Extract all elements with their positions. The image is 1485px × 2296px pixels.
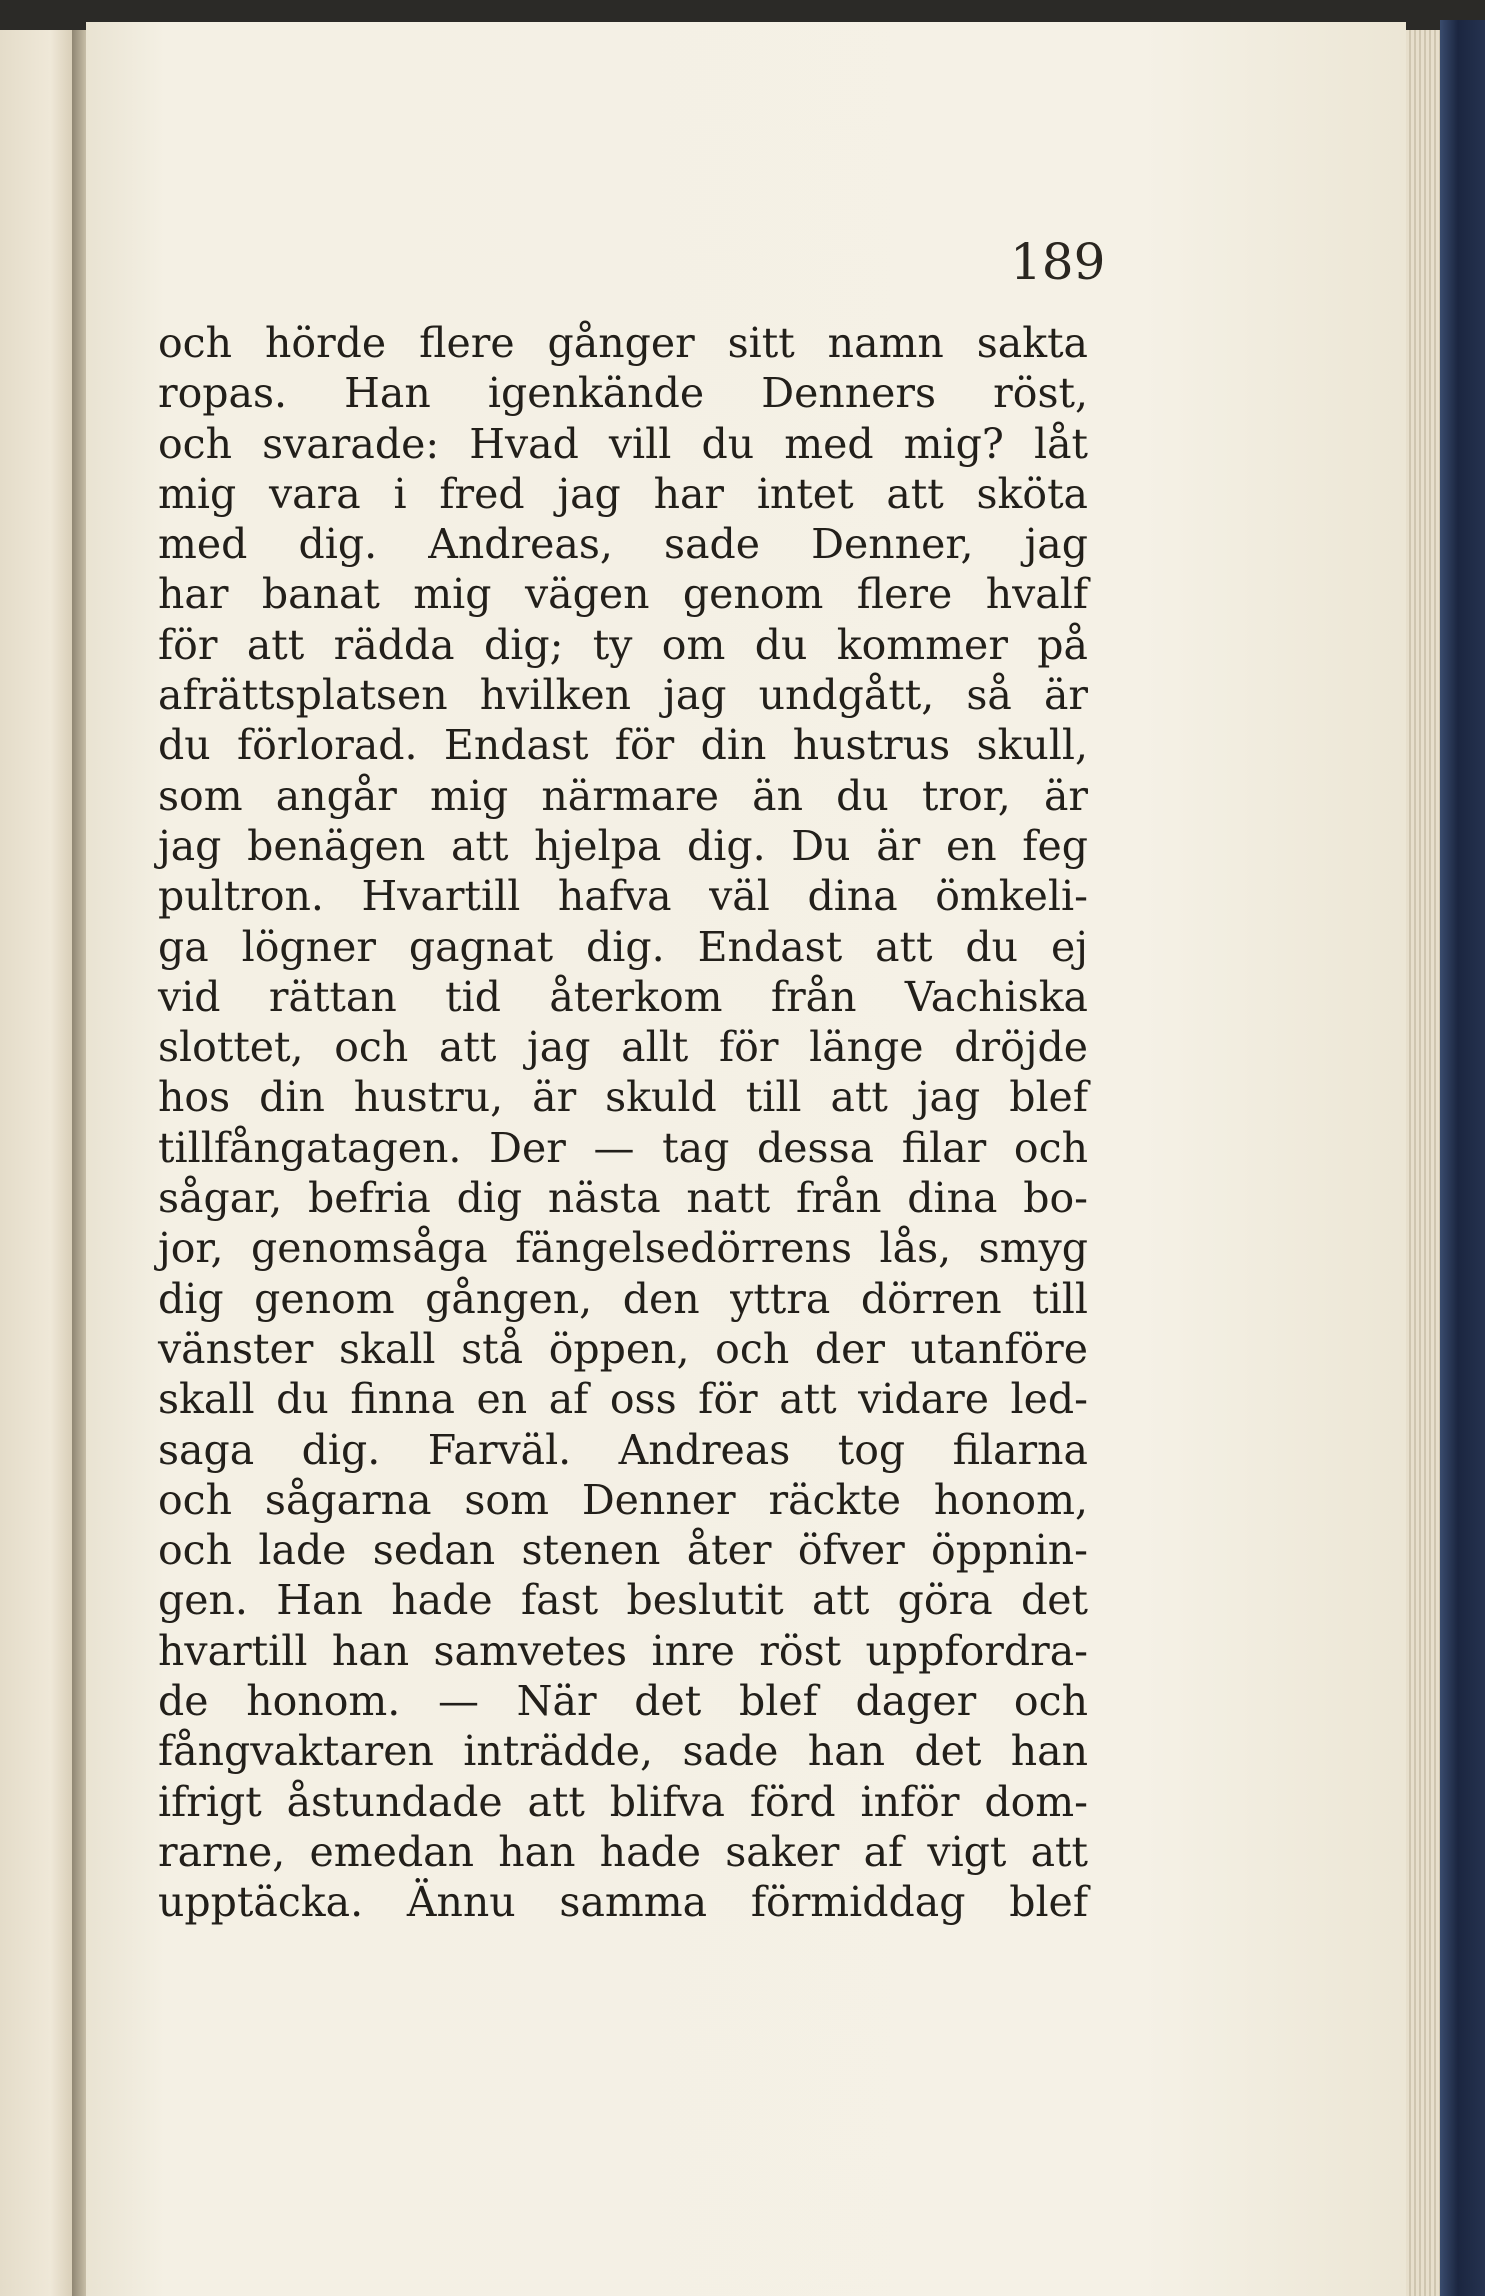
text-line: ropas. Han igenkände Denners röst,	[158, 369, 1088, 418]
text-line: med dig. Andreas, sade Denner, jag	[158, 520, 1088, 569]
text-line: rarne, emedan han hade saker af vigt att	[158, 1827, 1088, 1876]
text-line: och lade sedan stenen åter öfver öppnin-	[158, 1526, 1088, 1575]
text-line: ifrigt åstundade att blifva förd inför dom-	[158, 1777, 1088, 1826]
left-page-edge	[0, 30, 75, 2296]
text-line: de honom. — När det blef dager och	[158, 1677, 1088, 1726]
text-line: hvartill han samvetes inre röst uppfordra-	[158, 1626, 1088, 1675]
book-cover	[1440, 20, 1485, 2296]
text-line: upptäcka. Ännu samma förmiddag blef	[158, 1878, 1088, 1927]
text-line: pultron. Hvartill hafva väl dina ömkeli-	[158, 872, 1088, 921]
text-line: och hörde flere gånger sitt namn sakta	[158, 319, 1088, 367]
text-line: hos din hustru, är skuld till att jag blef	[158, 1073, 1088, 1122]
text-line: ga lögner gagnat dig. Endast att du ej	[158, 922, 1088, 971]
text-line: fångvaktaren inträdde, sade han det han	[158, 1727, 1088, 1776]
text-line: vänster skall stå öppen, och der utanföre	[158, 1324, 1088, 1373]
text-line: du förlorad. Endast för din hustrus skull,	[158, 721, 1088, 770]
text-line: skall du finna en af oss för att vidare led-	[158, 1375, 1088, 1424]
text-line: och svarade: Hvad vill du med mig? låt	[158, 419, 1088, 468]
text-line: saga dig. Farväl. Andreas tog filarna	[158, 1425, 1088, 1474]
body-text	[158, 318, 1088, 1928]
text-line: som angår mig närmare än du tror, är	[158, 771, 1088, 820]
text-line: sågar, befria dig nästa natt från dina bo-	[158, 1174, 1088, 1223]
book-gutter	[72, 30, 86, 2296]
text-line: jor, genomsåga fängelsedörrens lås, smyg	[158, 1224, 1088, 1273]
text-line: dig genom gången, den yttra dörren till	[158, 1274, 1088, 1323]
text-line: gen. Han hade fast beslutit att göra det	[158, 1576, 1088, 1625]
text-line: mig vara i fred jag har intet att sköta	[158, 469, 1088, 518]
text-line: vid rättan tid återkom från Vachiska	[158, 972, 1088, 1021]
text-line: och sågarna som Denner räckte honom,	[158, 1475, 1088, 1524]
page-stack-edge	[1406, 30, 1440, 2296]
text-line: tillfångatagen. Der — tag dessa filar och	[158, 1123, 1088, 1172]
page-number: 189	[1010, 233, 1106, 291]
text-line: afrättsplatsen hvilken jag undgått, så är	[158, 671, 1088, 720]
text-line: har banat mig vägen genom flere hvalf	[158, 570, 1088, 619]
text-line: jag benägen att hjelpa dig. Du är en feg	[158, 821, 1088, 870]
text-line: slottet, och att jag allt för länge dröjde	[158, 1023, 1088, 1072]
text-line: för att rädda dig; ty om du kommer på	[158, 620, 1088, 669]
